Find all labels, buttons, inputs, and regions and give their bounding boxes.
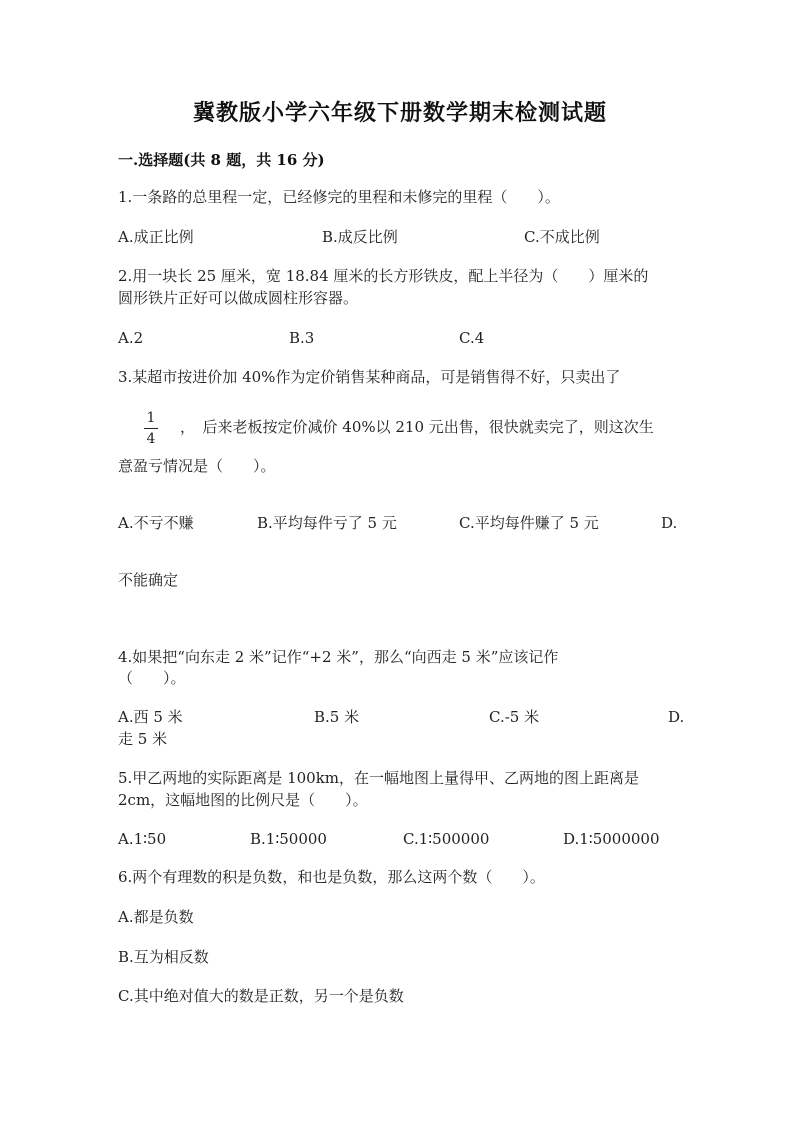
question-6-option-b: B.互为相反数 [118, 948, 209, 966]
page-title: 冀教版小学六年级下册数学期末检测试题 [192, 100, 607, 126]
question-1-option-b: B.成反比例 [322, 228, 398, 246]
question-3-stem-line-2: ， 后来老板按定价减价 40%以 210 元出售，很快就卖完了，则这次生 [180, 418, 654, 436]
question-2-option-c: C.4 [459, 329, 485, 347]
question-4-option-d: D. [668, 708, 685, 726]
question-2-option-b: B.3 [289, 329, 315, 347]
fraction-denominator: 4 [146, 431, 156, 447]
question-2-stem-line-2: 圆形铁片正好可以做成圆柱形容器。 [118, 289, 359, 307]
question-3-option-d: D. [661, 514, 678, 532]
question-1-option-a: A.成正比例 [118, 228, 194, 246]
question-4-stem-line-1: 4.如果把“向东走 2 米”记作“+2 米”，那么“向西走 5 米”应该记作 [118, 648, 559, 666]
question-5-option-a: A.1∶50 [118, 830, 167, 848]
question-2-option-a: A.2 [118, 329, 144, 347]
question-3-option-b: B.平均每件亏了 5 元 [257, 514, 397, 532]
question-6-stem: 6.两个有理数的积是负数，和也是负数，那么这两个数（ ）。 [118, 868, 545, 886]
question-5-stem-line-1: 5.甲乙两地的实际距离是 100km，在一幅地图上量得甲、乙两地的图上距离是 [118, 769, 640, 787]
question-1-stem: 1.一条路的总里程一定，已经修完的里程和未修完的里程（ ）。 [118, 188, 560, 206]
question-4-option-d-text: 走 5 米 [118, 730, 168, 748]
fraction-numerator: 1 [146, 410, 156, 426]
question-6-option-a: A.都是负数 [118, 908, 194, 926]
question-4-option-b: B.5 米 [314, 708, 360, 726]
question-3-option-c: C.平均每件赚了 5 元 [459, 514, 599, 532]
question-5-option-b: B.1∶50000 [250, 830, 327, 848]
question-4-stem-line-2: （ ）。 [118, 669, 186, 687]
question-5-option-c: C.1∶500000 [403, 830, 490, 848]
question-6-option-c: C.其中绝对值大的数是正数，另一个是负数 [118, 987, 404, 1005]
question-3-option-a: A.不亏不赚 [118, 514, 194, 532]
fraction-bar [144, 428, 158, 429]
question-1-option-c: C.不成比例 [524, 228, 600, 246]
question-2-stem-line-1: 2.用一块长 25 厘米，宽 18.84 厘米的长方形铁皮，配上半径为（ ）厘米的 [118, 267, 649, 285]
fraction-one-quarter [144, 410, 158, 447]
question-3-option-d-text: 不能确定 [118, 571, 179, 589]
question-3-stem-line-1: 3.某超市按进价加 40%作为定价销售某种商品，可是销售得不好，只卖出了 [118, 368, 621, 386]
question-3-stem-line-3: 意盈亏情况是（ ）。 [118, 457, 276, 475]
question-4-option-c: C.-5 米 [489, 708, 540, 726]
question-5-stem-line-2: 2cm，这幅地图的比例尺是（ ）。 [118, 791, 368, 809]
question-5-option-d: D.1∶5000000 [563, 830, 660, 848]
question-4-option-a: A.西 5 米 [118, 708, 183, 726]
section-heading: 一.选择题(共 8 题，共 16 分) [118, 151, 325, 169]
